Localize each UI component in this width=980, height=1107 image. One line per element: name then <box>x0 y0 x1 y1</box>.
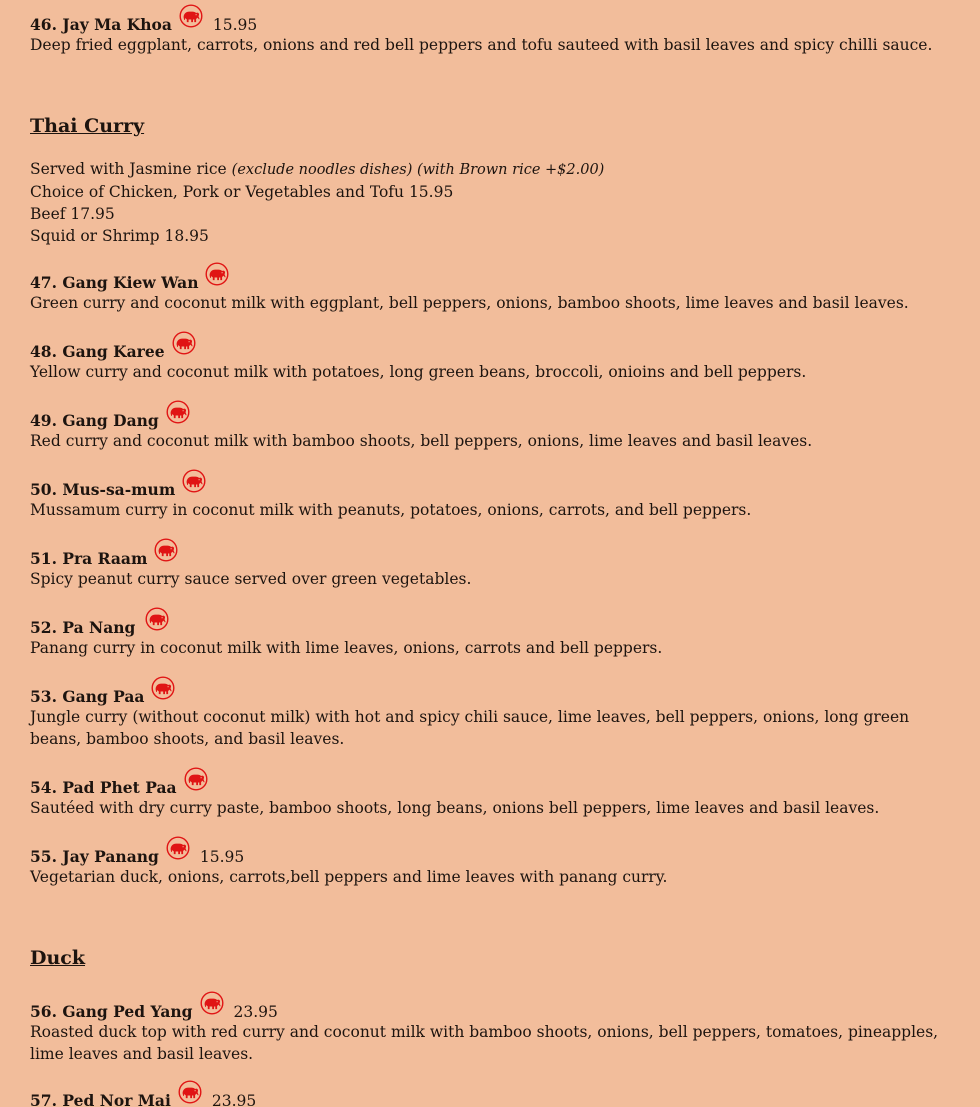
item-description: Sautéed with dry curry paste, bamboo shoots, long beans, onions bell peppers, lime leaves and basil leaves. <box>30 799 880 817</box>
item-header <box>30 773 879 797</box>
item-header <box>30 406 812 430</box>
menu-item-51 <box>30 544 471 590</box>
item-description: Vegetarian duck, onions, carrots,bell peppers and lime leaves with panang curry. <box>30 868 668 886</box>
squid-line: Squid or Shrimp 18.95 <box>30 227 209 245</box>
elephant-spicy-icon <box>151 676 175 700</box>
item-header <box>30 997 950 1021</box>
menu-item-54 <box>30 773 879 819</box>
served-with-note: (exclude noodles dishes) (with Brown rice +$2.00) <box>231 162 605 178</box>
menu-item-53 <box>30 682 950 750</box>
item-price: 15.95 <box>199 848 245 866</box>
item-header <box>30 268 909 292</box>
item-description: Mussamum curry in coconut milk with peanuts, potatoes, onions, carrots, and bell peppers. <box>30 501 752 519</box>
section-thai-curry <box>30 115 144 137</box>
menu-item-50 <box>30 475 751 521</box>
beef-line: Beef 17.95 <box>30 205 115 223</box>
item-name: 52. Pa Nang <box>30 618 136 637</box>
item-name: 50. Mus-sa-mum <box>30 480 176 499</box>
item-description: Red curry and coconut milk with bamboo shoots, bell peppers, onions, lime leaves and basil leaves. <box>30 432 813 450</box>
item-name: 48. Gang Karee <box>30 342 165 361</box>
elephant-spicy-icon <box>154 538 178 562</box>
item-name: 51. Pra Raam <box>30 549 148 568</box>
item-header <box>30 1086 256 1107</box>
menu-item-48 <box>30 337 806 383</box>
item-name: 49. Gang Dang <box>30 411 159 430</box>
section-title-thai-curry: Thai Curry <box>30 115 145 137</box>
item-description: Green curry and coconut milk with eggplant, bell peppers, onions, bamboo shoots, lime leaves and basil leaves. <box>30 294 909 312</box>
item-header <box>30 842 667 866</box>
served-with-line <box>30 158 604 181</box>
section-duck <box>30 947 85 969</box>
item-price: 23.95 <box>233 1003 278 1021</box>
elephant-spicy-icon <box>145 607 169 631</box>
menu-item-52 <box>30 613 662 659</box>
elephant-spicy-icon <box>182 469 206 493</box>
elephant-spicy-icon <box>172 331 196 355</box>
elephant-spicy-icon <box>166 400 190 424</box>
elephant-spicy-icon <box>178 1080 202 1104</box>
elephant-spicy-icon <box>200 991 224 1015</box>
item-header <box>30 682 950 706</box>
item-description: Spicy peanut curry sauce served over green vegetables. <box>30 570 472 588</box>
menu-item-49 <box>30 406 812 452</box>
item-name: 46. Jay Ma Khoa <box>30 15 172 34</box>
elephant-spicy-icon <box>166 836 190 860</box>
item-name: 47. Gang Kiew Wan <box>30 273 199 292</box>
item-header <box>30 10 932 34</box>
elephant-spicy-icon <box>184 767 208 791</box>
menu-item-46 <box>30 10 932 56</box>
item-price: 23.95 <box>211 1092 257 1107</box>
item-description: Panang curry in coconut milk with lime leaves, onions, carrots and bell peppers. <box>30 639 663 657</box>
item-header <box>30 475 751 499</box>
item-name: 56. Gang Ped Yang <box>30 1002 193 1021</box>
menu-item-56 <box>30 997 950 1065</box>
menu-item-57 <box>30 1086 256 1107</box>
item-description: Roasted duck top with red curry and coconut milk with bamboo shoots, onions, bell peppers, tomatoes, pineapples, lime leaves and basil leaves. <box>30 1023 939 1063</box>
served-with-text: Served with Jasmine rice <box>30 160 227 178</box>
choice-line: Choice of Chicken, Pork or Vegetables and Tofu 15.95 <box>30 183 454 201</box>
item-description: Yellow curry and coconut milk with potatoes, long green beans, broccoli, onioins and bell peppers. <box>30 363 807 381</box>
item-name: 55. Jay Panang <box>30 847 159 866</box>
item-description: Deep fried eggplant, carrots, onions and red bell peppers and tofu sauteed with basil leaves and spicy chilli sauce. <box>30 36 933 54</box>
item-name: 54. Pad Phet Paa <box>30 778 177 797</box>
elephant-spicy-icon <box>179 4 203 28</box>
item-name: 53. Gang Paa <box>30 687 145 706</box>
menu-item-55 <box>30 842 667 888</box>
item-description: Jungle curry (without coconut milk) with hot and spicy chili sauce, lime leaves, bell peppers, onions, long green beans, bamboo shoots, and basil leaves. <box>30 708 910 748</box>
menu-item-47 <box>30 268 909 314</box>
section-title-duck: Duck <box>30 947 86 969</box>
thai-curry-info <box>30 158 604 247</box>
item-header <box>30 337 806 361</box>
item-header <box>30 544 471 568</box>
elephant-spicy-icon <box>205 262 229 286</box>
item-name: 57. Ped Nor Mai <box>30 1091 171 1107</box>
item-header <box>30 613 662 637</box>
item-price: 15.95 <box>212 16 258 34</box>
